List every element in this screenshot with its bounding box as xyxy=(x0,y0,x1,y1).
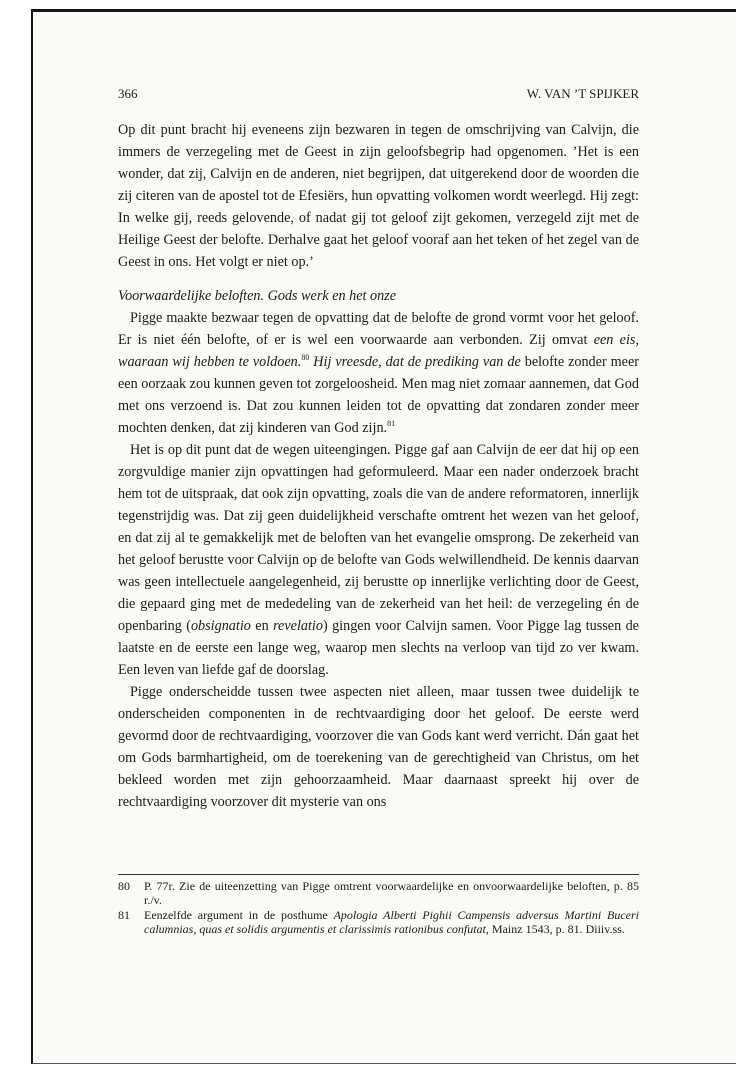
footnote-81-text-b: , Mainz 1543, p. 81. Diiiv.ss. xyxy=(485,922,625,936)
p3-text-c: ) gingen voor Calvijn samen. Voor Pigge lag tussen de laatste en de eerste een lange weg, waarop men slechts na verloop van tijd zo ver kwam. Een leven van liefde gaf de doorslag. xyxy=(118,618,639,678)
paragraph-2 xyxy=(118,307,639,439)
running-author: W. VAN ’T SPIJKER xyxy=(526,86,639,101)
p3-latin-term-2: revelatio xyxy=(273,618,323,634)
p2-italic-phrase: een eis, waaraan wij hebben te voldoen. xyxy=(118,332,639,370)
footnote-81-book-title: Apologia Alberti Pighii Campensis adversus Martini Buceri calumnias, quas et solidis argumentis et clarissimis rationibus confutat xyxy=(144,908,639,936)
paragraph-1: Op dit punt bracht hij eveneens zijn bezwaren in tegen de omschrijving van Calvijn, die immers de verzegeling met de Geest in zijn geloofsbegrip had opgenomen. ’Het is een wonder, dat zij, Calvijn en de anderen, niet begrijpen, dat uitgerekend door de woorden die zij citeren van de apostel tot de Efesiërs, hun opvatting volkomen wordt weerlegd. Hij zegt: In welke gij, reeds gelovende, of nadat gij tot geloof zijt gekomen, verzegeld zijt met de Heilige Geest der belofte. Derhalve gaat het geloof vooraf aan het teken of het zegel van de Geest in ons. Het volgt er niet op.’ xyxy=(118,122,639,270)
paragraph-3 xyxy=(118,439,639,681)
footnote-text xyxy=(144,908,639,936)
paragraph-4: Pigge onderscheidde tussen twee aspecten niet alleen, maar tussen twee duidelijk te onderscheiden componenten in de rechtvaardiging door het geloof. De eerste werd gevormd door de rechtvaardiging, voorzover die van Gods kant werd verricht. Dán gaat het om Gods barmhartigheid, om de toerekening van de gerechtigheid van Christus, om het bekleed worden met zijn gehoorzaamheid. Maar daarnaast spreekt hij over de rechtvaardiging voorzover dit mysterie van ons xyxy=(118,684,639,810)
footnote-80 xyxy=(118,879,639,907)
page-number: 366 xyxy=(118,86,138,101)
footnote-text: P. 77r. Zie de uiteenzetting van Pigge omtrent voorwaardelijke en onvoorwaardelijke beloften, p. 85 r./v. xyxy=(144,879,639,907)
p3-text-a: Het is op dit punt dat de wegen uiteengingen. Pigge gaf aan Calvijn de eer dat hij op een zorgvuldige manier zijn opvattingen had geformuleerd. Maar een nader onderzoek bracht hem tot de uitspraak, dat ook zijn opvatting, zoals die van de andere reformatoren, innerlijk tegenstrijdig was. Dat zij geen duidelijkheid verschafte omtrent het wezen van het geloof, en dat zij al te gemakkelijk met de beloften van het evangelie omsprong. De zekerheid van het geloof berustte voor Calvijn op de belofte van Gods welwillendheid. De kennis daarvan was geen intellectuele aangelegenheid, zij berustte op innerlijke verlichting door de Geest, die gepaard ging met de mededeling van de zekerheid van het heil: de verzegeling én de openbaring ( xyxy=(118,442,639,634)
p3-text-b: en xyxy=(250,618,274,634)
p2-italic-phrase-2: Hij vreesde, dat de prediking van de xyxy=(309,354,521,370)
footnote-number: 81 xyxy=(118,908,130,922)
p2-text-d: belofte zonder meer een oorzaak zou kunnen geven tot zorgeloosheid. Men mag niet zomaar aannemen, dat God met ons verzoend is. Dat zou kunnen leiden tot de opvatting dat zondaren zonder meer mochten denken, dat zij kinderen van God zijn. xyxy=(118,354,639,436)
p3-latin-term-1: obsignatio xyxy=(190,618,251,634)
footnote-ref-81: 81 xyxy=(387,419,396,428)
section-heading: Voorwaardelijke beloften. Gods werk en het onze xyxy=(118,288,397,304)
p2-text-a: Pigge maakte bezwaar tegen de opvatting dat de belofte de grond vormt voor het geloof. Er is niet één belofte, of er is wel een voorwaarde aan verbonden. Zij omvat xyxy=(118,310,639,348)
footnote-ref-80: 80 xyxy=(301,353,310,362)
footnote-81-text-a: Eenzelfde argument in de posthume xyxy=(144,908,334,922)
footnote-number: 80 xyxy=(118,879,130,893)
body-text xyxy=(118,119,639,813)
footnotes xyxy=(118,874,639,937)
footnote-81 xyxy=(118,908,639,936)
